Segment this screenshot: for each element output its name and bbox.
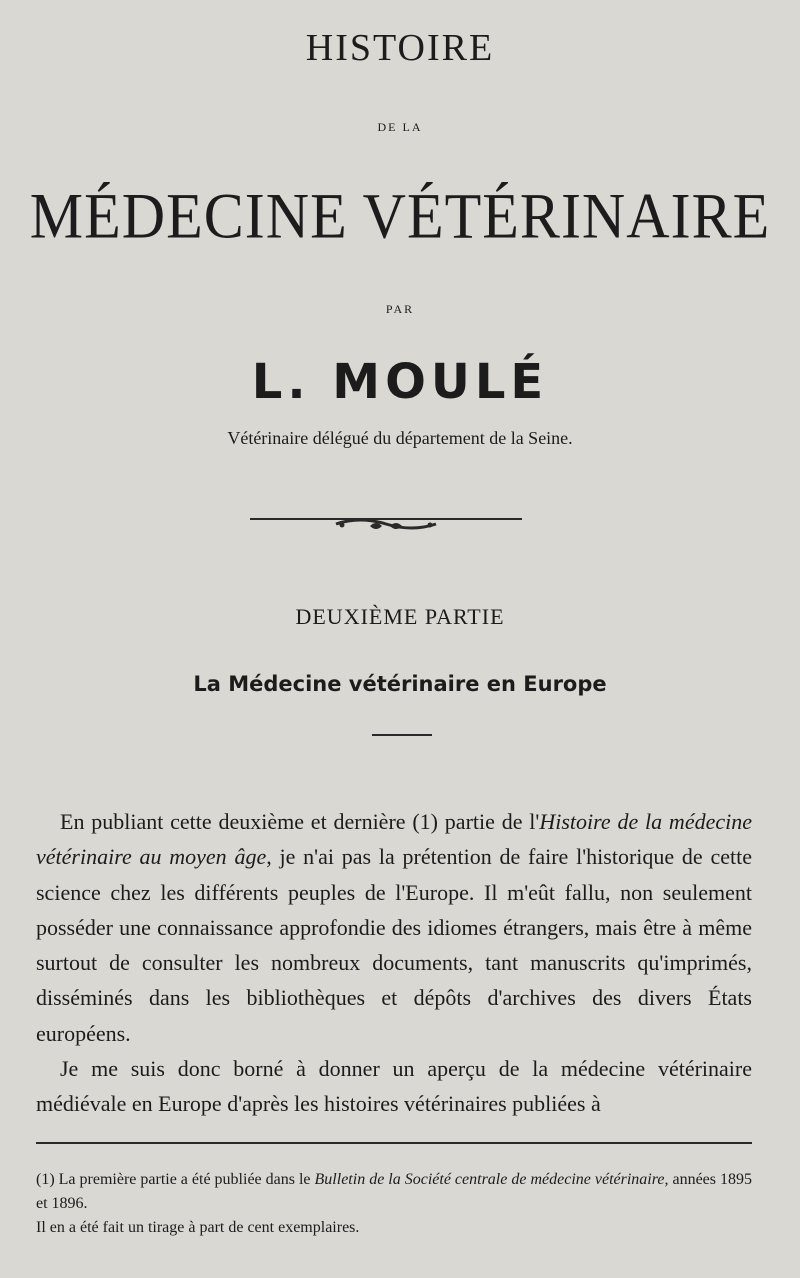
footnote-1-italic: Bulletin de la Société centrale de médecine vétérinaire, bbox=[314, 1171, 669, 1188]
short-divider bbox=[372, 734, 432, 736]
author-title: Vétérinaire délégué du département de la Seine. bbox=[227, 428, 573, 448]
footnote-1-start: (1) La première partie a été publiée dans le bbox=[36, 1171, 315, 1188]
footnote-2: Il en a été fait un tirage à part de cent exemplaires. bbox=[36, 1219, 360, 1236]
title-top: HISTOIRE bbox=[305, 27, 495, 69]
paragraph-1 bbox=[36, 804, 752, 1051]
body-text bbox=[36, 804, 752, 1122]
paragraph-2: Je me suis donc borné à donner un aperçu de la médecine vétérinaire médiévale en Europe d'après les histoires vétérinaires publiées à bbox=[36, 1056, 752, 1117]
footnote bbox=[36, 1168, 752, 1240]
part-heading: DEUXIÈME PARTIE bbox=[295, 604, 505, 629]
by-label: PAR bbox=[385, 302, 415, 316]
ornament-divider bbox=[250, 506, 522, 536]
title-connector: DE LA bbox=[377, 120, 423, 134]
footnote-divider bbox=[36, 1142, 752, 1144]
footnote-1-end: années 1895 et 1896. bbox=[36, 1171, 752, 1212]
paragraph-1-start: En publiant cette deuxième et dernière (1) partie de l' bbox=[60, 809, 540, 834]
part-subtitle: La Médecine vétérinaire en Europe bbox=[193, 672, 607, 696]
paragraph-1-italic: Histoire de la médecine vétérinaire au moyen âge bbox=[36, 809, 752, 870]
author-name: L. MOULÉ bbox=[251, 354, 549, 410]
main-title: MÉDECINE VÉTÉRINAIRE bbox=[29, 180, 771, 252]
paragraph-1-end: , je n'ai pas la prétention de faire l'historique de cette science chez les différents peuples de l'Europe. Il m'eût fallu, non seulement posséder une connaissance approfondie des idiomes étrangers, mais être à même surtout de consulter les nombreux documents, tant manuscrits qu'imprimés, disséminés dans les bibliothèques et dépôts d'archives des divers États européens. bbox=[36, 844, 752, 1046]
footnote-1 bbox=[36, 1168, 752, 1216]
